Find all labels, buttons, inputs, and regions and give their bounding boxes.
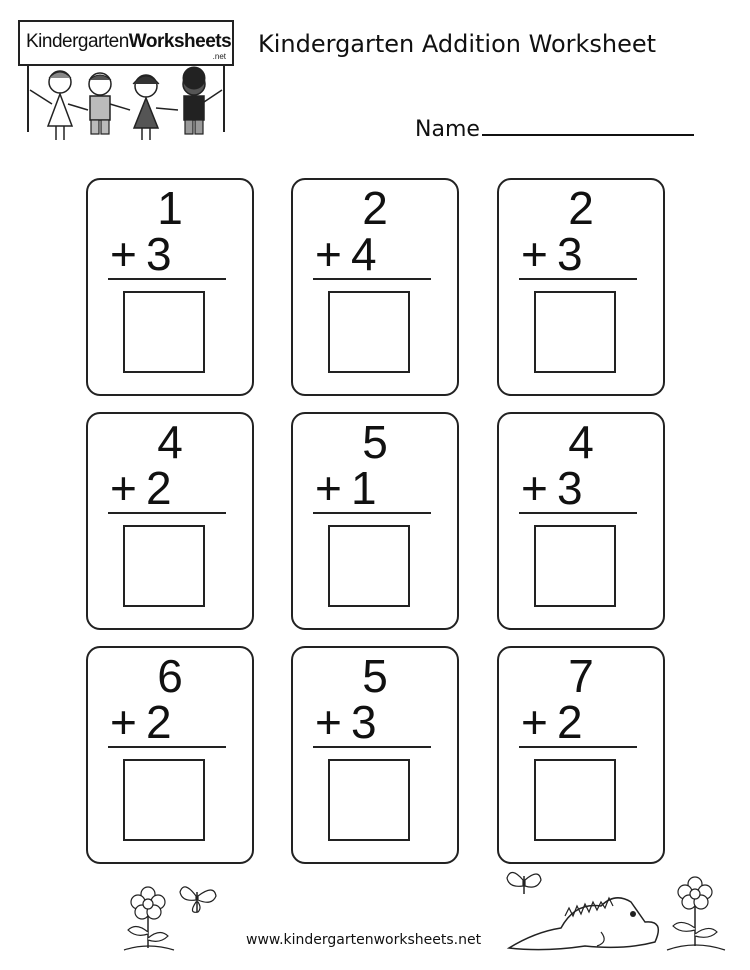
top-addend: 2 <box>568 182 594 234</box>
bottom-addend: 3 <box>557 462 583 514</box>
answer-box[interactable] <box>328 291 410 373</box>
name-field-row <box>415 114 694 142</box>
flower-icon <box>667 877 725 950</box>
second-addend-row <box>110 696 172 748</box>
plus-sign: + <box>521 228 548 280</box>
top-addend: 5 <box>362 416 388 468</box>
page-title: Kindergarten Addition Worksheet <box>258 30 657 58</box>
answer-box[interactable] <box>123 525 205 607</box>
answer-box[interactable] <box>534 291 616 373</box>
problem-card <box>86 412 254 630</box>
problem-card <box>497 178 665 396</box>
second-addend-row <box>110 228 172 280</box>
bottom-addend: 2 <box>146 462 172 514</box>
sum-line <box>313 512 431 514</box>
sum-line <box>519 278 637 280</box>
top-addend: 2 <box>362 182 388 234</box>
problem-card <box>497 412 665 630</box>
second-addend-row <box>521 228 583 280</box>
second-addend-row <box>315 696 377 748</box>
plus-sign: + <box>315 228 342 280</box>
flower-icon <box>118 872 228 952</box>
bottom-addend: 4 <box>351 228 377 280</box>
sum-line <box>313 746 431 748</box>
butterfly-icon <box>507 872 541 894</box>
answer-box[interactable] <box>328 759 410 841</box>
plus-sign: + <box>521 696 548 748</box>
logo-banner <box>18 20 234 66</box>
logo-domain-suffix: .net <box>212 52 226 61</box>
plus-sign: + <box>315 696 342 748</box>
name-label: Name <box>415 117 480 142</box>
bottom-addend: 3 <box>557 228 583 280</box>
bottom-addend: 1 <box>351 462 377 514</box>
butterfly-icon <box>180 887 216 912</box>
answer-box[interactable] <box>534 759 616 841</box>
sum-line <box>519 512 637 514</box>
second-addend-row <box>315 462 377 514</box>
top-addend: 6 <box>157 650 183 702</box>
sum-line <box>108 512 226 514</box>
second-addend-row <box>110 462 172 514</box>
plus-sign: + <box>521 462 548 514</box>
problem-card <box>86 178 254 396</box>
sum-line <box>108 746 226 748</box>
second-addend-row <box>521 462 583 514</box>
answer-box[interactable] <box>328 525 410 607</box>
answer-box[interactable] <box>123 759 205 841</box>
answer-box[interactable] <box>123 291 205 373</box>
problem-card <box>497 646 665 864</box>
top-addend: 1 <box>157 182 183 234</box>
logo-text: KindergartenWorksheets <box>26 31 232 52</box>
sum-line <box>519 746 637 748</box>
bottom-addend: 2 <box>557 696 583 748</box>
site-logo <box>18 12 238 152</box>
sum-line <box>108 278 226 280</box>
bottom-addend: 3 <box>146 228 172 280</box>
top-addend: 4 <box>568 416 594 468</box>
problem-card <box>86 646 254 864</box>
problem-card <box>291 178 459 396</box>
sum-line <box>313 278 431 280</box>
footer-url: www.kindergartenworksheets.net <box>246 932 482 948</box>
bottom-addend: 2 <box>146 696 172 748</box>
name-write-line[interactable] <box>482 114 694 136</box>
plus-sign: + <box>110 462 137 514</box>
top-addend: 4 <box>157 416 183 468</box>
plus-sign: + <box>110 228 137 280</box>
answer-box[interactable] <box>534 525 616 607</box>
plus-sign: + <box>110 696 137 748</box>
second-addend-row <box>521 696 583 748</box>
bottom-addend: 3 <box>351 696 377 748</box>
plus-sign: + <box>315 462 342 514</box>
crocodile-icon <box>505 862 745 954</box>
problem-card <box>291 646 459 864</box>
problem-card <box>291 412 459 630</box>
top-addend: 5 <box>362 650 388 702</box>
top-addend: 7 <box>568 650 594 702</box>
second-addend-row <box>315 228 377 280</box>
